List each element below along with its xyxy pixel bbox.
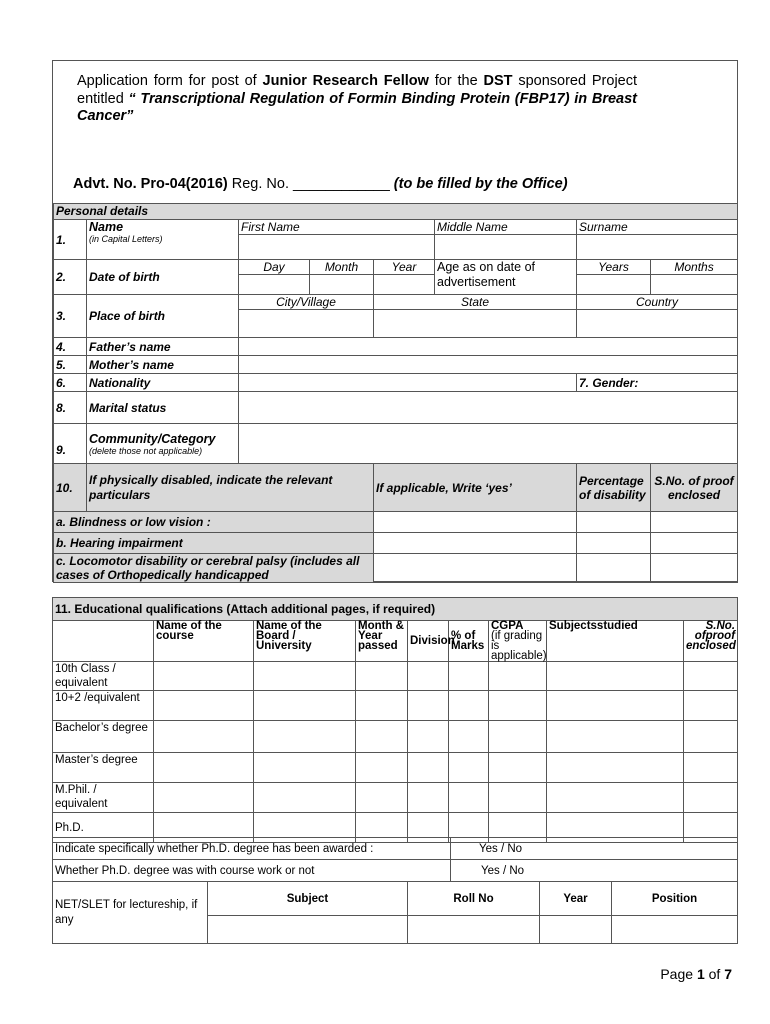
dob-month-input[interactable] — [310, 275, 374, 295]
phd-coursework-choice[interactable]: Yes / No — [451, 860, 738, 882]
surname-input[interactable] — [577, 235, 738, 260]
net-slet-table: NET/SLET for lectureship, if any Subject Roll No Year Position — [52, 881, 738, 944]
hearing-applicable[interactable] — [374, 533, 577, 554]
marital-status-input[interactable] — [239, 392, 738, 424]
blindness-proof[interactable] — [651, 512, 738, 533]
page-indicator: Page 1 of 7 — [660, 966, 732, 982]
section-title: Personal details — [54, 204, 738, 220]
personal-details-table: Personal details 1. Name (in Capital Letters) First Name Middle Name Surname 2. Date of birth Day Month Year Age as on date of advertisement Years Months 3. Place of birth City/Village State Country 4. Father’s name 5. Mother’s name 6. Nationality 7. Gender: 8. Marital status 9. Community/Category (delete those not applicable) 10. If physically disabled, indicate the relevant particulars If applicable, Write ‘yes’ Percentage of disability S.No. of proof enclosed a. Blindness or low vision : b. Hearing impairment c. Locomotor disability or cerebral palsy (includes all cases of Orthopedically handicapped — [53, 203, 738, 583]
table-row: 10+2 /equivalent — [53, 691, 738, 721]
hearing-proof[interactable] — [651, 533, 738, 554]
table-row: Master’s degree — [53, 753, 738, 783]
gender-field[interactable]: 7. Gender: — [577, 374, 738, 392]
form-title: Application form for post of Junior Research Fellow for the DST sponsored Project entitled “ Transcriptional Regulation of Formin Binding Protein (FBP17) in Breast Cancer” — [77, 73, 638, 124]
locomotor-proof[interactable] — [651, 554, 738, 583]
age-years-input[interactable] — [577, 275, 651, 295]
blindness-percentage[interactable] — [577, 512, 651, 533]
first-name-input[interactable] — [239, 235, 435, 260]
category-input[interactable] — [239, 424, 738, 464]
middle-name-input[interactable] — [435, 235, 577, 260]
blindness-applicable[interactable] — [374, 512, 577, 533]
education-title: 11. Educational qualifications (Attach additional pages, if required) — [53, 598, 738, 621]
mother-name-input[interactable] — [239, 356, 738, 374]
country-input[interactable] — [577, 310, 738, 338]
net-label: NET/SLET for lectureship, if any — [53, 882, 208, 944]
nationality-input[interactable] — [239, 374, 577, 392]
dob-year-input[interactable] — [374, 275, 435, 295]
phd-awarded-choice[interactable]: Yes / No — [451, 838, 738, 860]
table-row: 10th Class / equivalent — [53, 662, 738, 691]
table-row: Bachelor’s degree — [53, 721, 738, 753]
hearing-percentage[interactable] — [577, 533, 651, 554]
phd-status-table: Indicate specifically whether Ph.D. degree has been awarded : Yes / No Whether Ph.D. degree was with course work or not Yes / No — [52, 837, 738, 882]
education-table: 11. Educational qualifications (Attach additional pages, if required) Name of the course Name of the Board / University Month & Year passed Division % of Marks CGPA (if grading is applicable) Subjectsstudied S.No. ofproof enclosed 10th Class / equivalent 10+2 /equivalent Bachelor’s degree Master’s degree M.Phil. / equivalent Ph.D. — [52, 597, 738, 843]
net-position-input[interactable] — [612, 916, 738, 944]
locomotor-percentage[interactable] — [577, 554, 651, 583]
net-year-input[interactable] — [540, 916, 612, 944]
father-name-input[interactable] — [239, 338, 738, 356]
age-months-input[interactable] — [651, 275, 738, 295]
locomotor-applicable[interactable] — [374, 554, 577, 583]
table-row: Ph.D. — [53, 813, 738, 843]
reg-no-field[interactable]: ____________ — [293, 176, 390, 192]
advt-line: Advt. No. Pro-04(2016) Reg. No. ____________ (to be filled by the Office) — [73, 176, 568, 192]
net-subject-input[interactable] — [208, 916, 408, 944]
net-rollno-input[interactable] — [408, 916, 540, 944]
table-row: M.Phil. / equivalent — [53, 783, 738, 813]
city-input[interactable] — [239, 310, 374, 338]
state-input[interactable] — [374, 310, 577, 338]
dob-day-input[interactable] — [239, 275, 310, 295]
